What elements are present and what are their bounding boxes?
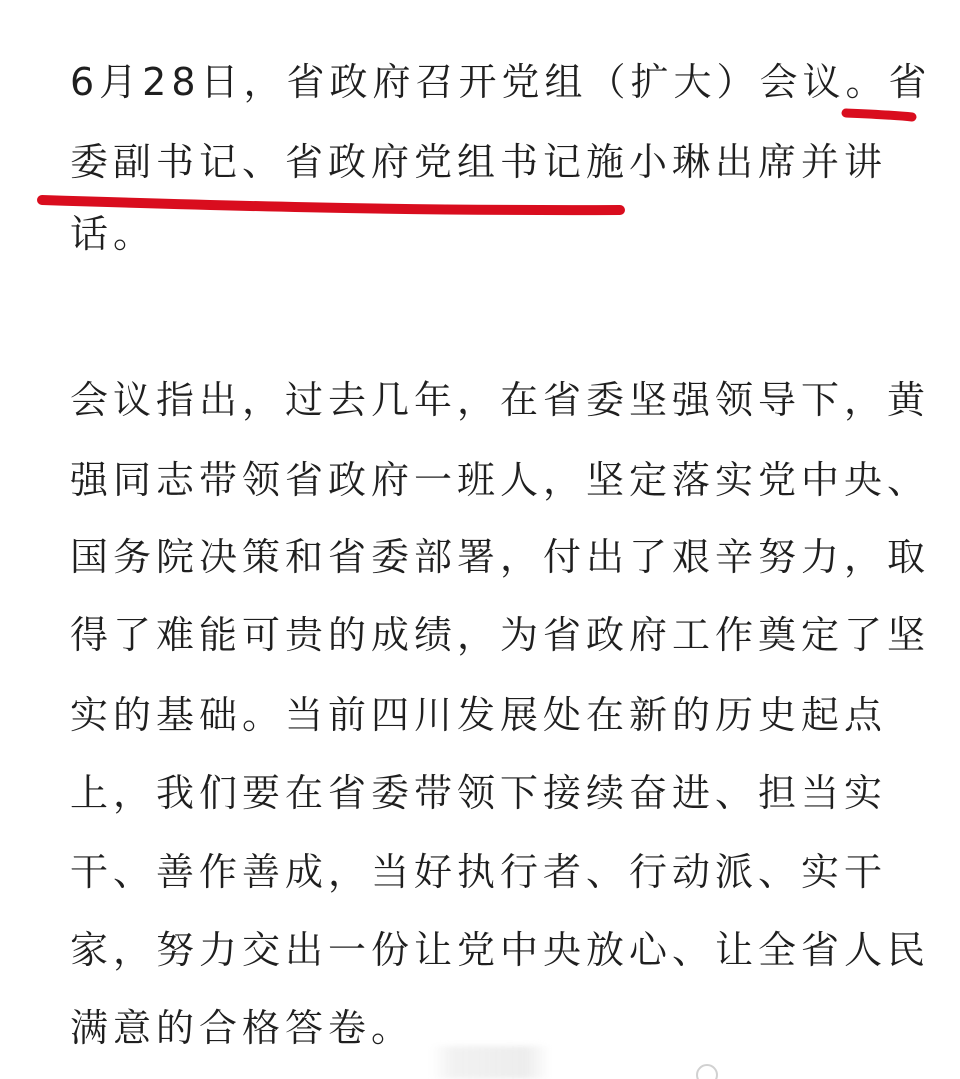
paragraph-2-line-5: 实的基础。当前四川发展处在新的历史起点 xyxy=(70,693,888,737)
paragraph-1-line-3: 话。 xyxy=(70,212,157,256)
paragraph-2-line-6: 上，我们要在省委带领下接续奋进、担当实 xyxy=(70,771,888,815)
paragraph-2-line-7: 干、善作善成，当好执行者、行动派、实干 xyxy=(70,850,888,894)
paragraph-2-line-8: 家，努力交出一份让党中央放心、让全省人民 xyxy=(70,928,931,972)
red-underline-stroke-top xyxy=(846,113,912,117)
blurred-overlay xyxy=(430,1046,550,1079)
weibo-logo-icon xyxy=(696,1064,718,1079)
paragraph-2-line-2: 强同志带领省政府一班人，坚定落实党中央、 xyxy=(70,458,931,502)
paragraph-2-line-1: 会议指出，过去几年，在省委坚强领导下，黄 xyxy=(70,378,931,422)
paragraph-1-line-1: 6月28日，省政府召开党组（扩大）会议。省 xyxy=(70,60,932,104)
paragraph-2-line-9: 满意的合格答卷。 xyxy=(70,1006,415,1050)
paragraph-2-line-3: 国务院决策和省委部署，付出了艰辛努力，取 xyxy=(70,535,931,579)
paragraph-2-line-4: 得了难能可贵的成绩，为省政府工作奠定了坚 xyxy=(70,613,931,657)
paragraph-1-line-2: 委副书记、省政府党组书记施小琳出席并讲 xyxy=(70,140,888,184)
watermark xyxy=(690,1050,960,1079)
